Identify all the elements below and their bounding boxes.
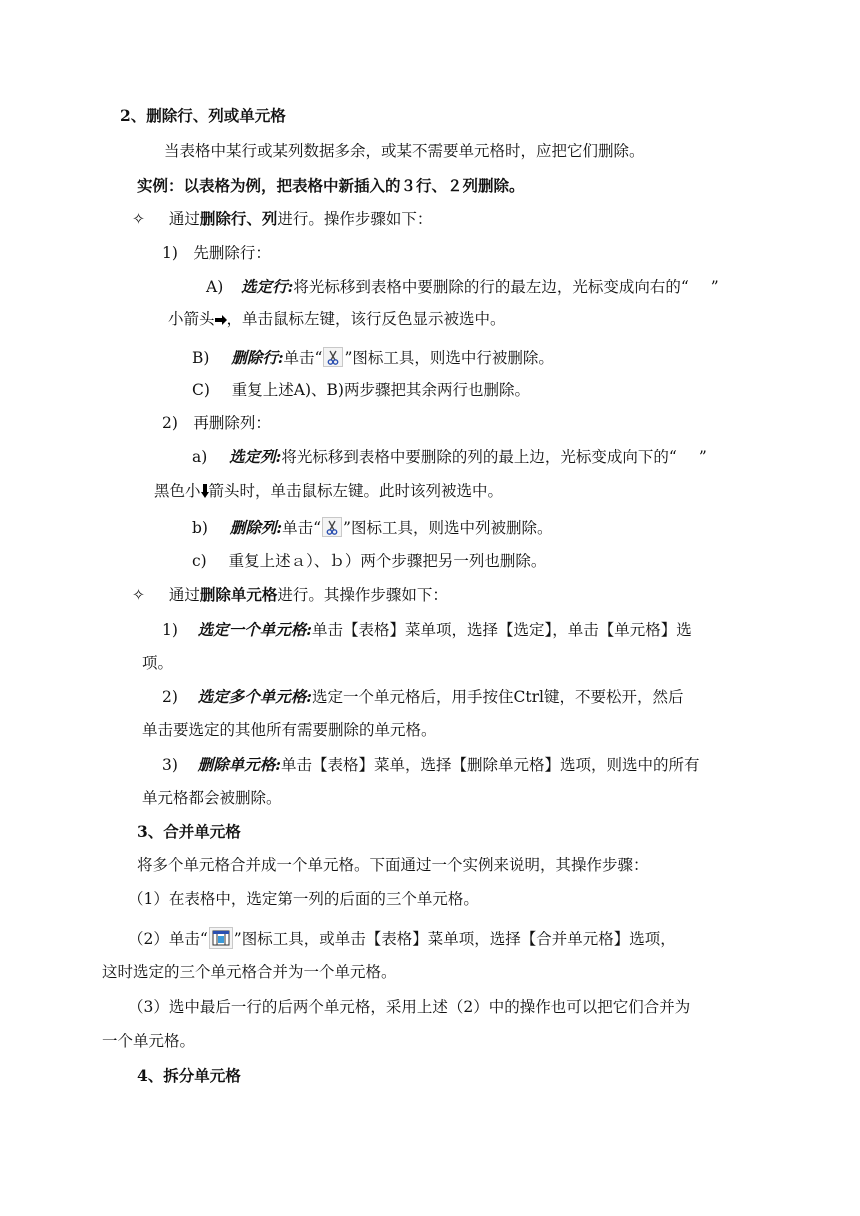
section-3-p2-line1: （2）单击“ ”图标工具，或单击【表格】菜单项，选择【合并单元格】选项， [128,927,676,949]
section-3-title: 3、合并单元格 [137,822,241,841]
section-3-intro: 将多个单元格合并成一个单元格。下面通过一个实例来说明，其操作步骤： [137,856,649,874]
bullet-bold: 删除行、列 [199,209,278,228]
step-A-line2: 小箭头 ，单击鼠标左键，该行反色显示被选中。 [168,310,506,328]
bullet-post: 进行。操作步骤如下： [277,210,433,228]
step-B: B) 删除行:单击“ ”图标工具，则选中行被删除。 [192,348,554,367]
step-b: b) 删除列:单击“ ”图标工具，则选中列被删除。 [192,518,553,537]
cell-step-3-line2: 单元格都会被删除。 [142,789,282,807]
cell-step-3-line1: 3) 删除单元格:单击【表格】菜单，选择【删除单元格】选项，则选中的所有 [162,755,700,774]
section-3-p1: （1）在表格中，选定第一列的后面的三个单元格。 [128,890,479,908]
step-A-label: A) [206,278,224,296]
cell-step-1-line1: 1) 选定一个单元格:单击【表格】菜单项，选择【选定】，单击【单元格】选 [162,620,692,639]
bullet-pre: 通过 [168,210,200,228]
step-A-text: 将光标移到表格中要删除的行的最左边，光标变成向右的“ [293,278,689,296]
step-a-line2: 黑色小 箭头时，单击鼠标左键。此时该列被选中。 [154,482,504,500]
diamond-bullet-icon: ✧ [132,210,145,228]
arrow-right-cursor-icon [215,315,227,325]
step-B-title: 删除行: [231,348,284,367]
step-C: C) 重复上述A)、B)两步骤把其余两行也删除。 [192,381,530,399]
arrow-down-cursor-icon [201,484,209,498]
step-a-line1: a) 选定列:将光标移到表格中要删除的列的最上边，光标变成向下的“ ” [192,447,707,466]
step-A-line1: A) 选定行:将光标移到表格中要删除的行的最左边，光标变成向右的“ ” [206,277,719,296]
step-A-title: 选定行: [241,277,294,296]
section-3-p3-line2: 一个单元格。 [102,1032,196,1050]
cell-step-2-line1: 2) 选定多个单元格:选定一个单元格后，用手按住Ctrl键，不要松开，然后 [162,687,684,706]
step-1: 1) 先删除行： [162,244,271,262]
cell-step-2-line2: 单击要选定的其他所有需要删除的单元格。 [142,721,437,739]
section-4-title: 4、拆分单元格 [137,1066,241,1085]
section-3-p3-line1: （3）选中最后一行的后两个单元格，采用上述（2）中的操作也可以把它们合并为 [128,998,691,1016]
example-line: 实例：以表格为例，把表格中新插入的３行、２列删除。 [137,176,525,195]
step-2: 2) 再删除列： [162,414,271,432]
diamond-bullet-icon: ✧ [132,586,145,604]
merge-cells-icon [209,927,233,949]
scissors-icon [323,347,343,367]
bullet-delete-cells: ✧ 通过删除单元格进行。其操作步骤如下： [132,585,448,604]
step-c: c) 重复上述ａ）、ｂ）两个步骤把另一列也删除。 [192,552,547,570]
bullet-delete-rows-cols [132,209,432,229]
step-b-title: 删除列: [229,518,283,537]
step-a-title: 选定列: [229,447,282,466]
section-2-intro: 当表格中某行或某列数据多余，或某不需要单元格时，应把它们删除。 [164,142,645,160]
scissors-icon [322,517,342,537]
section-3-p2-line2: 这时选定的三个单元格合并为一个单元格。 [102,963,397,981]
section-2-title: 2、删除行、列或单元格 [120,106,286,125]
cell-step-1-line2: 项。 [142,654,174,672]
